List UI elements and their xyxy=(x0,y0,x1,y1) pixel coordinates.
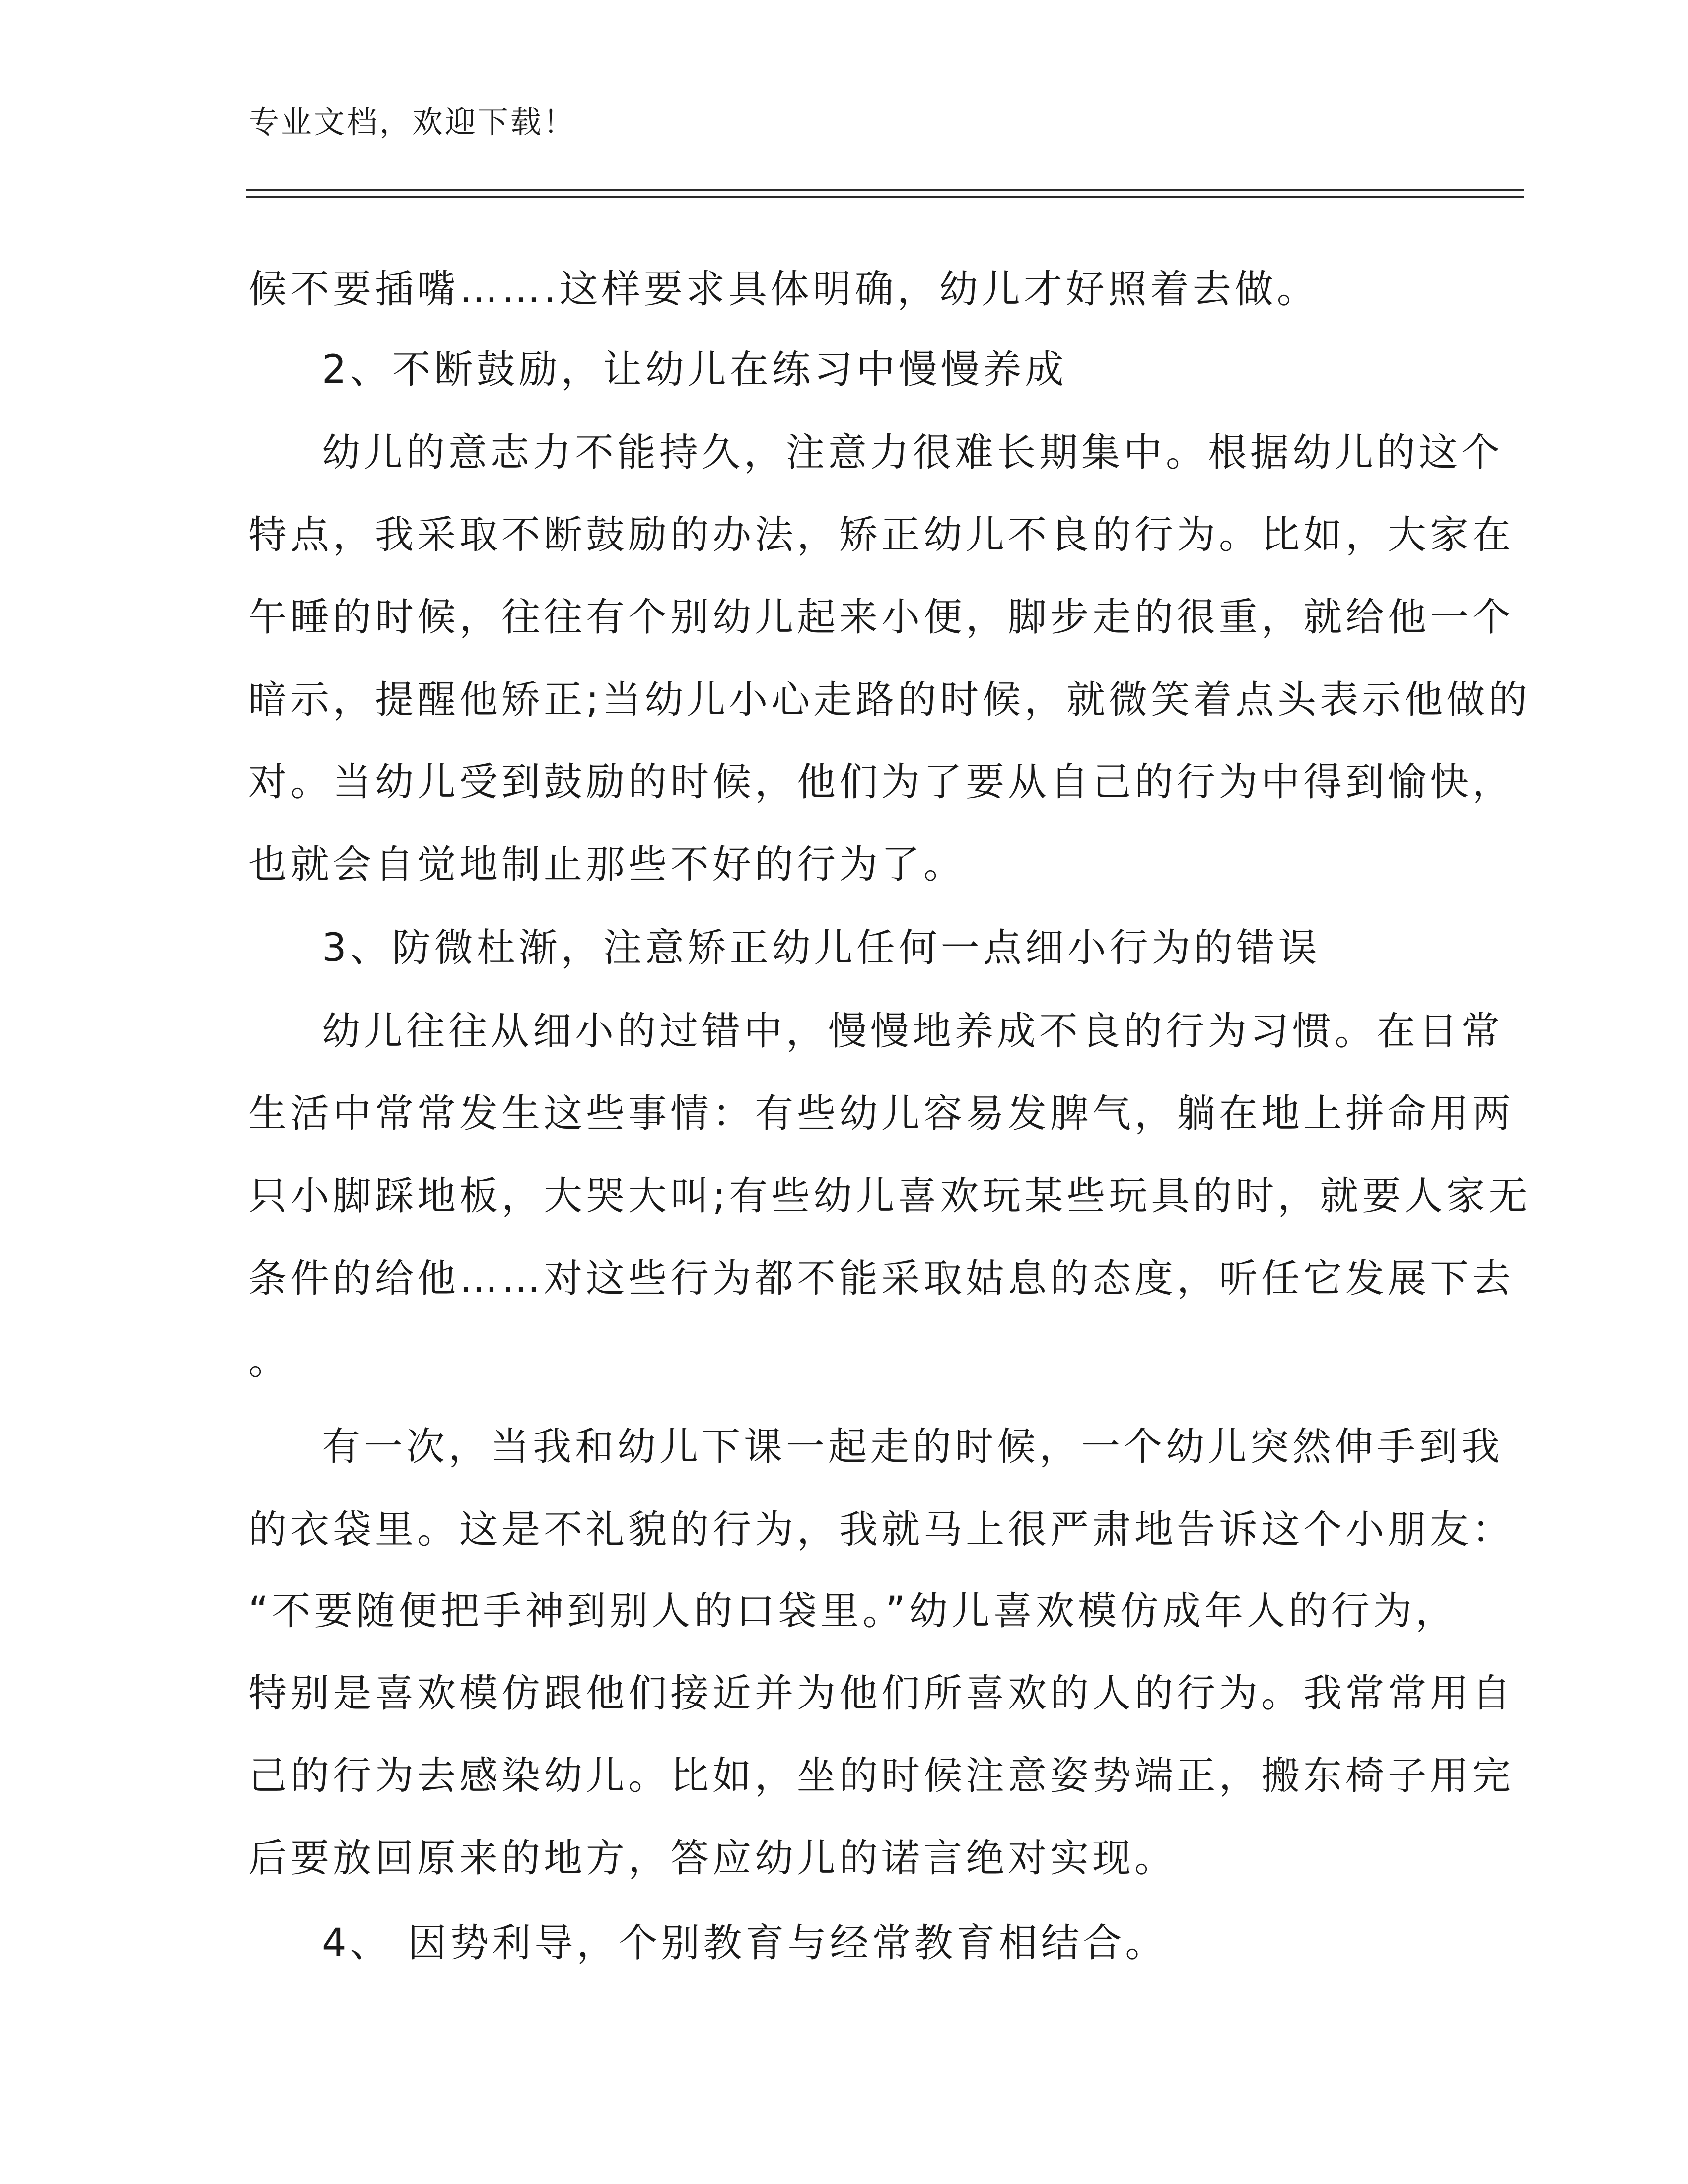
body-line: 特别是喜欢模仿跟他们接近并为他们所喜欢的人的行为。我常常用自 xyxy=(248,1671,1515,1716)
body-line: 幼儿往往从细小的过错中，慢慢地养成不良的行为习惯。在日常 xyxy=(322,1009,1504,1054)
body-line: 候不要插嘴…….这样要求具体明确，幼儿才好照着去做。 xyxy=(248,267,1319,312)
header-rule-top xyxy=(246,189,1524,191)
body-line: 午睡的时候，往往有个别幼儿起来小便，脚步走的很重，就给他一个 xyxy=(248,595,1515,640)
body-line: 己的行为去感染幼儿。比如，坐的时候注意姿势端正，搬东椅子用完 xyxy=(248,1754,1515,1798)
header-rule-bottom xyxy=(246,196,1524,198)
body-line: 只小脚踩地板，大哭大叫;有些幼儿喜欢玩某些玩具的时，就要人家无 xyxy=(248,1174,1531,1219)
section-heading: 2、不断鼓励，让幼儿在练习中慢慢养成 xyxy=(322,347,1067,392)
section-heading: 4、 因势利导，个别教育与经常教育相结合。 xyxy=(322,1921,1168,1966)
body-line: 后要放回原来的地方，答应幼儿的诺言绝对实现。 xyxy=(248,1836,1177,1881)
body-line: 条件的给他……对这些行为都不能采取姑息的态度，听任它发展下去 xyxy=(248,1256,1515,1301)
body-line: 特点，我采取不断鼓励的办法，矫正幼儿不良的行为。比如，大家在 xyxy=(248,513,1515,557)
header-text: 专业文档，欢迎下载！ xyxy=(248,104,576,140)
body-line: 也就会自觉地制止那些不好的行为了。 xyxy=(248,842,966,887)
body-line: “不要随便把手神到别人的口袋里。”幼儿喜欢模仿成年人的行为， xyxy=(248,1589,1458,1634)
body-line: 幼儿的意志力不能持久，注意力很难长期集中。根据幼儿的这个 xyxy=(322,430,1504,475)
body-line: 暗示，提醒他矫正;当幼儿小心走路的时候，就微笑着点头表示他做的 xyxy=(248,678,1531,722)
body-line: 。 xyxy=(248,1339,291,1383)
section-heading: 3、防微杜渐，注意矫正幼儿任何一点细小行为的错误 xyxy=(322,926,1321,970)
body-line: 对。当幼儿受到鼓励的时候，他们为了要从自己的行为中得到愉快， xyxy=(248,760,1515,805)
body-line: 有一次，当我和幼儿下课一起走的时候，一个幼儿突然伸手到我 xyxy=(322,1425,1504,1469)
body-line: 的衣袋里。这是不礼貌的行为，我就马上很严肃地告诉这个小朋友： xyxy=(248,1507,1515,1552)
body-line: 生活中常常发生这些事情：有些幼儿容易发脾气，躺在地上拼命用两 xyxy=(248,1092,1515,1136)
